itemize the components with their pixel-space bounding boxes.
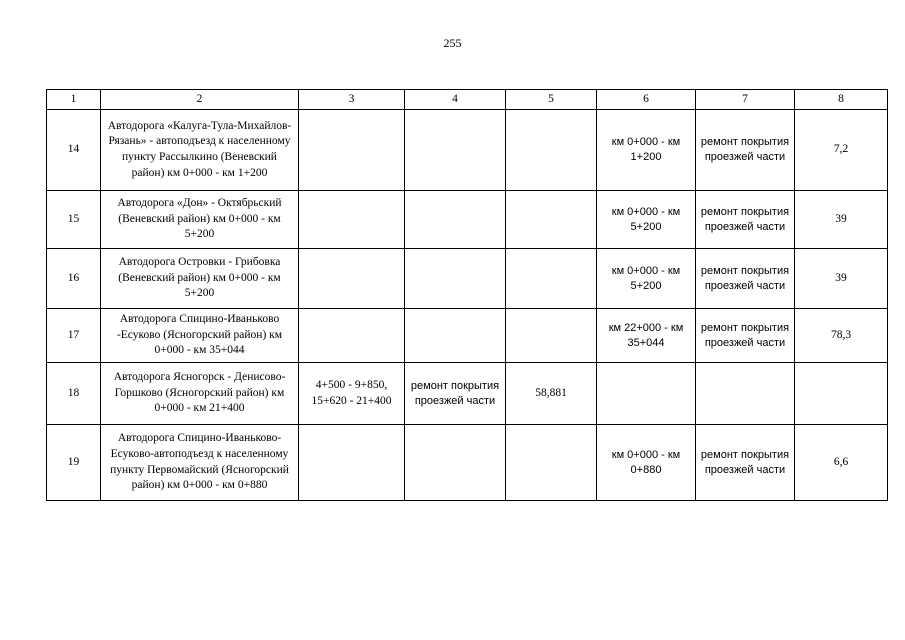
section-range: км 0+000 - км 5+200	[597, 249, 696, 309]
road-name: Автодорога Спицино-Иваньково -Есуково (Ясногорский район) км 0+000 - км 35+044	[101, 309, 299, 363]
header-cell-6: 6	[597, 90, 696, 110]
cell-col5	[506, 110, 597, 191]
work-type: ремонт покрытия проезжей части	[696, 309, 795, 363]
cell-col5	[506, 249, 597, 309]
cell-col3	[299, 249, 405, 309]
road-name: Автодорога Ясногорск - Денисово-Горшково (Ясногорский район) км 0+000 - км 21+400	[101, 363, 299, 425]
cell-col4	[405, 110, 506, 191]
value-cell: 7,2	[795, 110, 888, 191]
cell-col4	[405, 425, 506, 501]
cell-col5	[506, 425, 597, 501]
cell-col5	[506, 309, 597, 363]
table-row	[47, 363, 888, 425]
header-cell-5: 5	[506, 90, 597, 110]
value-cell: 39	[795, 191, 888, 249]
cell-col3	[299, 425, 405, 501]
work-type	[696, 363, 795, 425]
cell-col3: 4+500 - 9+850, 15+620 - 21+400	[299, 363, 405, 425]
section-range	[597, 363, 696, 425]
header-cell-3: 3	[299, 90, 405, 110]
work-type: ремонт покрытия проезжей части	[696, 249, 795, 309]
cell-col5: 58,881	[506, 363, 597, 425]
row-number: 16	[47, 249, 101, 309]
section-range: км 0+000 - км 0+880	[597, 425, 696, 501]
road-name: Автодорога Спицино-Иваньково-Есуково-автоподъезд к населенному пункту Первомайский (Ясногорский район) км 0+000 - км 0+880	[101, 425, 299, 501]
cell-col3	[299, 191, 405, 249]
value-cell: 78,3	[795, 309, 888, 363]
work-type: ремонт покрытия проезжей части	[696, 110, 795, 191]
header-row	[47, 90, 888, 110]
value-cell: 39	[795, 249, 888, 309]
cell-col4	[405, 309, 506, 363]
header-cell-1: 1	[47, 90, 101, 110]
table-row	[47, 110, 888, 191]
table-row	[47, 425, 888, 501]
row-number: 18	[47, 363, 101, 425]
cell-col4	[405, 249, 506, 309]
work-type: ремонт покрытия проезжей части	[696, 191, 795, 249]
row-number: 17	[47, 309, 101, 363]
roads-table	[46, 89, 888, 501]
section-range: км 0+000 - км 1+200	[597, 110, 696, 191]
section-range: км 0+000 - км 5+200	[597, 191, 696, 249]
cell-col5	[506, 191, 597, 249]
cell-col4: ремонт покрытия проезжей части	[405, 363, 506, 425]
work-type: ремонт покрытия проезжей части	[696, 425, 795, 501]
cell-col3	[299, 110, 405, 191]
value-cell: 6,6	[795, 425, 888, 501]
row-number: 19	[47, 425, 101, 501]
page-number: 255	[443, 36, 462, 50]
cell-col4	[405, 191, 506, 249]
cell-col3	[299, 309, 405, 363]
value-cell	[795, 363, 888, 425]
section-range: км 22+000 - км 35+044	[597, 309, 696, 363]
header-cell-8: 8	[795, 90, 888, 110]
table-row	[47, 309, 888, 363]
row-number: 15	[47, 191, 101, 249]
header-cell-2: 2	[101, 90, 299, 110]
header-cell-4: 4	[405, 90, 506, 110]
road-name: Автодорога «Дон» - Октябрьский (Веневский район) км 0+000 - км 5+200	[101, 191, 299, 249]
table-row	[47, 191, 888, 249]
table-row	[47, 249, 888, 309]
road-name: Автодорога «Калуга-Тула-Михайлов-Рязань» - автоподъезд к населенному пункту Рассылкино (Веневский район) км 0+000 - км 1+200	[101, 110, 299, 191]
road-name: Автодорога Островки - Грибовка (Веневский район) км 0+000 - км 5+200	[101, 249, 299, 309]
header-cell-7: 7	[696, 90, 795, 110]
row-number: 14	[47, 110, 101, 191]
